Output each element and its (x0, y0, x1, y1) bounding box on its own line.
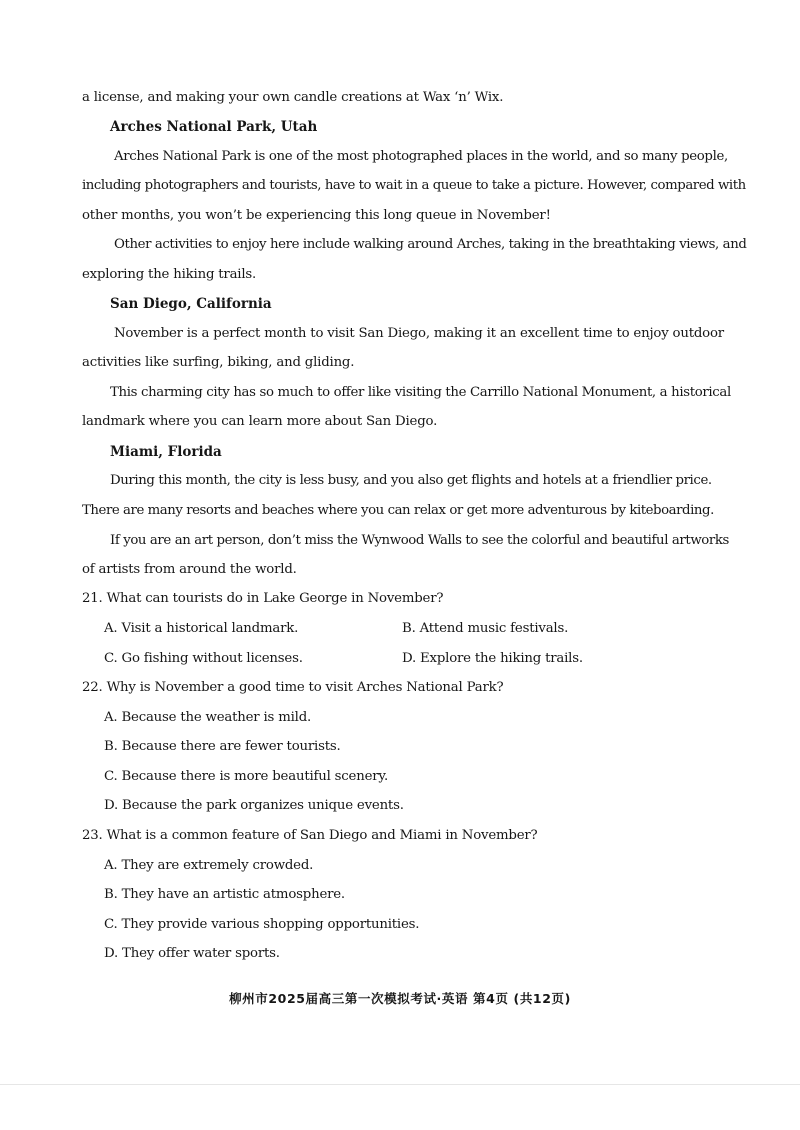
page-bottom-edge (0, 1084, 800, 1085)
paragraph-line: activities like surfing, biking, and gliding. (82, 355, 355, 370)
paragraph-line: November is a perfect month to visit San Diego, making it an excellent time to enjoy outdoor (114, 326, 724, 341)
paragraph-line: exploring the hiking trails. (82, 267, 257, 282)
paragraph-line: There are many resorts and beaches where you can relax or get more adventurous by kiteboarding. (82, 503, 714, 518)
paragraph-line: of artists from around the world. (82, 562, 297, 577)
question-22-option-a: A. Because the weather is mild. (104, 710, 312, 725)
question-23-option-c: C. They provide various shopping opportunities. (104, 917, 420, 932)
question-23-option-b: B. They have an artistic atmosphere. (104, 887, 345, 902)
question-22-stem: 22. Why is November a good time to visit Arches National Park? (82, 680, 504, 695)
paragraph-line: Arches National Park is one of the most photographed places in the world, and so many people, (114, 149, 728, 164)
section-heading-san-diego: San Diego, California (110, 296, 272, 312)
question-21-option-b: B. Attend music festivals. (402, 621, 569, 636)
page-footer: 柳州市2025届高三第一次模拟考试·英语 第4页 (共12页) (229, 991, 571, 1006)
question-21-option-d: D. Explore the hiking trails. (402, 651, 583, 666)
paragraph-line: landmark where you can learn more about San Diego. (82, 414, 438, 429)
section-heading-miami: Miami, Florida (110, 444, 222, 460)
question-21-option-c: C. Go fishing without licenses. (104, 651, 303, 666)
passage-line-continuation: a license, and making your own candle creations at Wax ‘n’ Wix. (82, 90, 504, 105)
question-23-stem: 23. What is a common feature of San Diego and Miami in November? (82, 828, 538, 843)
question-23-option-a: A. They are extremely crowded. (104, 858, 314, 873)
paragraph-line: other months, you won’t be experiencing this long queue in November! (82, 208, 551, 223)
question-23-option-d: D. They offer water sports. (104, 946, 280, 961)
paragraph-line: including photographers and tourists, have to wait in a queue to take a picture. However, compared with (82, 178, 746, 193)
paragraph-line: Other activities to enjoy here include walking around Arches, taking in the breathtaking views, and (114, 237, 747, 252)
section-heading-arches: Arches National Park, Utah (110, 119, 318, 135)
question-21-option-a: A. Visit a historical landmark. (104, 621, 299, 636)
question-22-option-d: D. Because the park organizes unique events. (104, 798, 404, 813)
question-22-option-b: B. Because there are fewer tourists. (104, 739, 341, 754)
paragraph-line: During this month, the city is less busy, and you also get flights and hotels at a friendlier price. (110, 473, 712, 488)
question-21-stem: 21. What can tourists do in Lake George in November? (82, 591, 444, 606)
paragraph-line: This charming city has so much to offer like visiting the Carrillo National Monument, a historical (110, 385, 731, 400)
question-22-option-c: C. Because there is more beautiful scenery. (104, 769, 388, 784)
paragraph-line: If you are an art person, don’t miss the Wynwood Walls to see the colorful and beautiful artworks (110, 533, 729, 548)
